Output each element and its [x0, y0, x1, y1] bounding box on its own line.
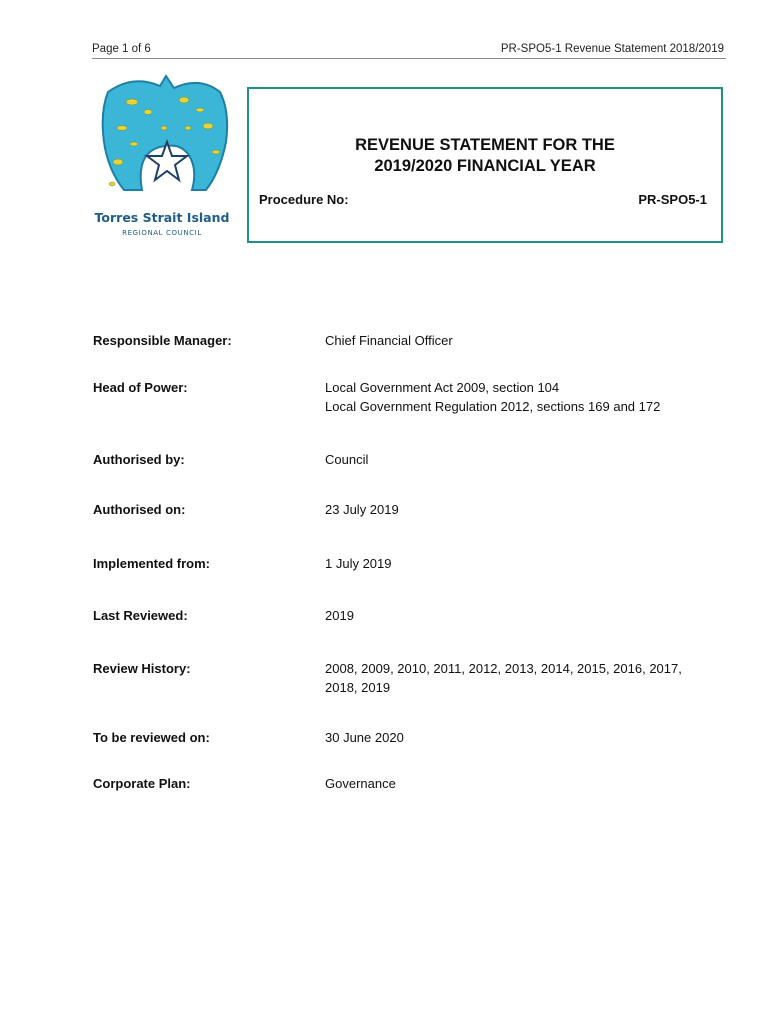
authorised-on-label: Authorised on: [93, 502, 186, 517]
corporate-plan-label: Corporate Plan: [93, 776, 191, 791]
last-reviewed-value [325, 606, 730, 625]
head-of-power-value [325, 378, 730, 416]
responsible-manager-value [325, 331, 730, 350]
implemented-from-value [325, 554, 730, 573]
to-be-reviewed-on-text: 30 June 2020 [325, 730, 404, 745]
last-reviewed-label: Last Reviewed: [93, 608, 188, 623]
title-line-2: 2019/2020 FINANCIAL YEAR [374, 157, 596, 175]
responsible-manager-label: Responsible Manager: [93, 333, 232, 348]
authorised-on-value [325, 500, 730, 519]
page-header [92, 40, 724, 56]
authorised-by-label: Authorised by: [93, 452, 185, 467]
header-divider [92, 58, 726, 59]
to-be-reviewed-on-value [325, 728, 730, 747]
head-of-power-line-1: Local Government Act 2009, section 104 [325, 380, 560, 395]
procedure-label: Procedure No: [259, 192, 349, 207]
review-history-line-2: 2018, 2019 [325, 680, 391, 695]
procedure-number: PR-SPO5-1 [638, 192, 707, 207]
authorised-by-text: Council [325, 452, 369, 467]
corporate-plan-text: Governance [325, 776, 396, 791]
document-reference: PR-SPO5-1 Revenue Statement 2018/2019 [500, 43, 724, 55]
responsible-manager-text: Chief Financial Officer [325, 333, 453, 348]
logo-name: Torres Strait Island [94, 210, 230, 225]
review-history-label: Review History: [93, 661, 191, 676]
council-logo-emblem [88, 72, 240, 242]
corporate-plan-value [325, 774, 730, 793]
title-box [247, 87, 723, 243]
implemented-from-label: Implemented from: [93, 556, 211, 571]
document-title [249, 135, 721, 177]
page-number: Page 1 of 6 [92, 43, 151, 55]
council-logo [88, 72, 240, 242]
title-line-1: REVENUE STATEMENT FOR THE [355, 136, 615, 154]
head-of-power-line-2: Local Government Regulation 2012, sections 169 and 172 [325, 399, 661, 414]
last-reviewed-text: 2019 [325, 608, 354, 623]
implemented-from-text: 1 July 2019 [325, 556, 392, 571]
head-of-power-label: Head of Power: [93, 380, 188, 395]
authorised-on-text: 23 July 2019 [325, 502, 399, 517]
authorised-by-value [325, 450, 730, 469]
review-history-line-1: 2008, 2009, 2010, 2011, 2012, 2013, 2014, 2015, 2016, 2017, [325, 661, 682, 676]
review-history-value [325, 659, 730, 697]
to-be-reviewed-on-label: To be reviewed on: [93, 730, 210, 745]
logo-subname: REGIONAL COUNCIL [122, 229, 202, 237]
